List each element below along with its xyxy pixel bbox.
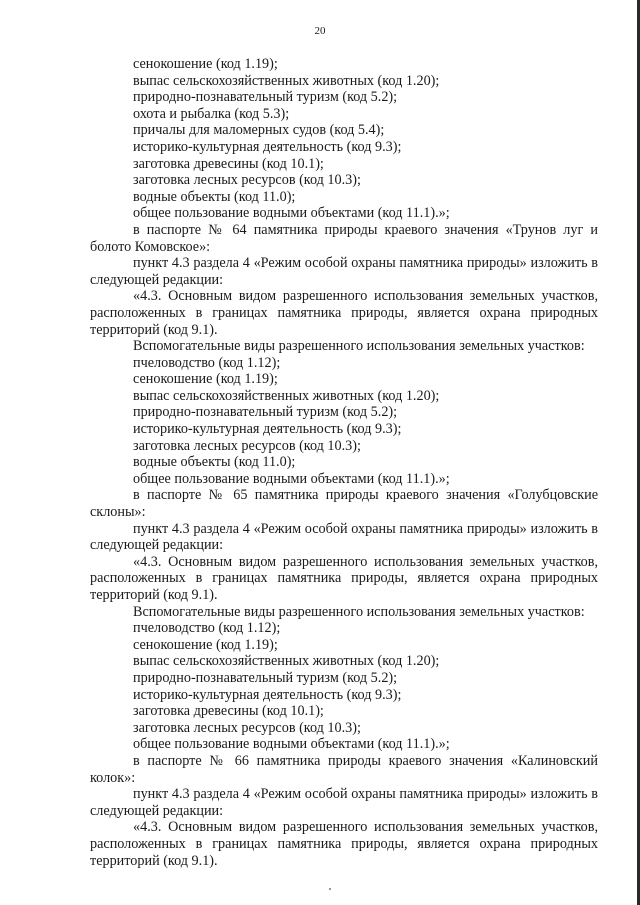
list-item: водные объекты (код 11.0);	[133, 454, 296, 471]
list-item: заготовка древесины (код 10.1);	[133, 703, 324, 720]
list-item: сенокошение (код 1.19);	[133, 371, 278, 388]
list-item: пчеловодство (код 1.12);	[133, 354, 281, 371]
list-item: водные объекты (код 11.0);	[133, 188, 296, 205]
list-item: природно-познавательный туризм (код 5.2);	[133, 669, 398, 686]
paragraph: в паспорте № 66 памятника природы краевого значения «Калиновский колок»:	[90, 752, 598, 786]
page-number: 20	[314, 25, 326, 37]
list-item: историко-культурная деятельность (код 9.3);	[133, 138, 402, 155]
list-item: причалы для маломерных судов (код 5.4);	[133, 122, 385, 139]
list-item: Вспомогательные виды разрешенного использования земельных участков:	[133, 603, 585, 620]
list-item: историко-культурная деятельность (код 9.3);	[133, 421, 402, 438]
list-item: заготовка лесных ресурсов (код 10.3);	[133, 437, 361, 454]
list-item: природно-познавательный туризм (код 5.2);	[133, 404, 398, 421]
list-item: общее пользование водными объектами (код 11.1).»;	[133, 205, 450, 222]
paragraph: пункт 4.3 раздела 4 «Режим особой охраны памятника природы» изложить в следующей редакции:	[90, 255, 598, 288]
list-item: охота и рыбалка (код 5.3);	[133, 105, 290, 122]
list-item: общее пользование водными объектами (код 11.1).»;	[133, 470, 450, 487]
paragraph: в паспорте № 65 памятника природы краевого значения «Голубцовские склоны»:	[90, 487, 598, 521]
list-item: выпас сельскохозяйственных животных (код 1.20);	[133, 653, 440, 670]
paragraph: пункт 4.3 раздела 4 «Режим особой охраны памятника природы» изложить в следующей редакции:	[90, 786, 598, 819]
list-item: общее пользование водными объектами (код 11.1).»;	[133, 736, 450, 753]
list-item: выпас сельскохозяйственных животных (код 1.20);	[133, 387, 440, 404]
list-item: заготовка лесных ресурсов (код 10.3);	[133, 172, 361, 189]
list-item: пчеловодство (код 1.12);	[133, 620, 281, 637]
paragraph: «4.3. Основным видом разрешенного использования земельных участков, расположенных в границах памятника природы, является охрана природных территорий (код 9.1).	[90, 553, 598, 603]
list-item: сенокошение (код 1.19);	[133, 636, 278, 653]
paragraph: «4.3. Основным видом разрешенного использования земельных участков, расположенных в границах памятника природы, является охрана природных территорий (код 9.1).	[90, 288, 598, 338]
list-item: заготовка лесных ресурсов (код 10.3);	[133, 719, 361, 736]
scan-speck	[329, 888, 331, 890]
list-item: Вспомогательные виды разрешенного использования земельных участков:	[133, 338, 585, 355]
list-item: выпас сельскохозяйственных животных (код 1.20);	[133, 72, 440, 89]
list-item: природно-познавательный туризм (код 5.2);	[133, 89, 398, 106]
paragraph: пункт 4.3 раздела 4 «Режим особой охраны памятника природы» изложить в следующей редакции:	[90, 520, 598, 554]
list-item: заготовка древесины (код 10.1);	[133, 155, 324, 172]
document-body	[90, 56, 598, 869]
list-item: сенокошение (код 1.19);	[133, 56, 278, 72]
paragraph: в паспорте № 64 памятника природы краевого значения «Трунов луг и болото Комовское»:	[90, 221, 598, 255]
list-item: историко-культурная деятельность (код 9.3);	[133, 686, 402, 703]
paragraph: «4.3. Основным видом разрешенного использования земельных участков, расположенных в границах памятника природы, является охрана природных территорий (код 9.1).	[90, 819, 598, 869]
